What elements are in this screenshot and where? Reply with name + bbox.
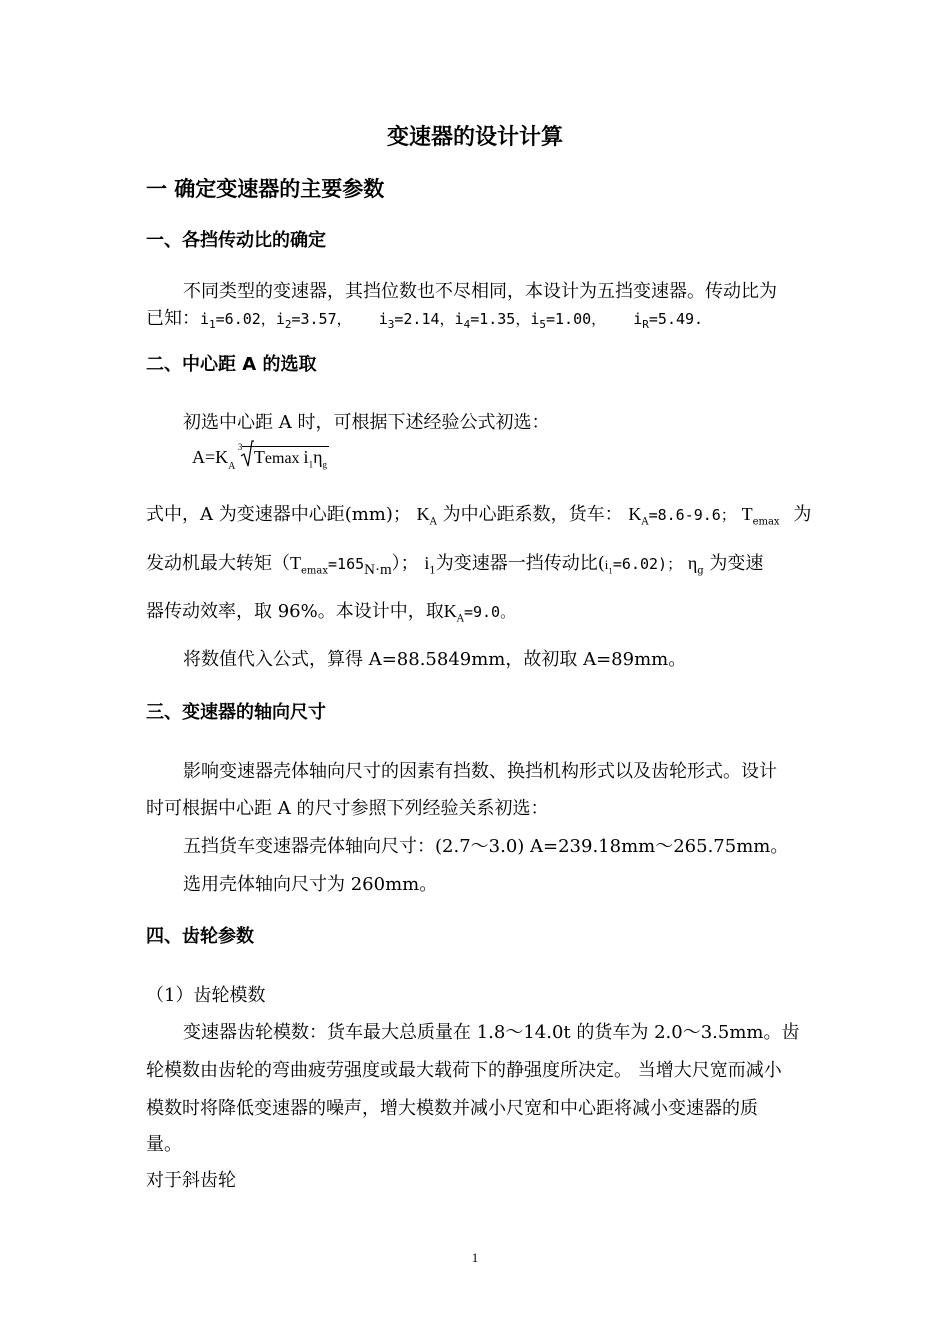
- ratio-i3-value: =2.14，: [394, 310, 455, 328]
- gear-module-subheading: （1）齿轮模数: [146, 985, 266, 1006]
- formula-T: T: [253, 447, 265, 467]
- expl2-ratio: =6.02)；: [612, 555, 683, 573]
- gear-module-line-2: 轮模数由齿轮的弯曲疲劳强度或最大载荷下的静强度所决定。 当增大尺宽而减小: [146, 1060, 782, 1081]
- expl1-T: T: [741, 504, 753, 524]
- expl1-K2-sub: A: [641, 516, 649, 528]
- axial-size-formula-line: 五挡货车变速器壳体轴向尺寸：(2.7～3.0) A=239.18mm～265.75mm。: [183, 836, 789, 857]
- expl1-c: 为中心距系数，货车：: [442, 504, 623, 525]
- center-distance-result: 将数值代入公式，算得 A=88.5849mm，故初取 A=89mm。: [183, 649, 687, 670]
- expl2-e: ）；: [391, 553, 419, 574]
- center-distance-intro: 初选中心距 A 时，可根据下述经验公式初选：: [183, 412, 550, 433]
- known-ratios-line: [146, 304, 703, 331]
- section-heading-center-distance: 二、中心距 A 的选取: [146, 354, 317, 375]
- expl2-a: 发动机最大转矩（: [146, 553, 290, 574]
- formula-lhs-sub: A: [228, 461, 236, 472]
- formula-explanation-line-1: [146, 500, 811, 528]
- formula-eta: η: [313, 447, 323, 467]
- expl3-K: K: [443, 601, 457, 621]
- ratio-i1-sub: 1: [209, 318, 216, 331]
- expl3-a: 器传动效率，取 96%。本设计中，取: [146, 601, 444, 622]
- ratio-iR-value: =5.49.: [648, 310, 704, 328]
- expl2-eta-sub: g: [697, 565, 704, 577]
- ratio-i2-sub: 2: [284, 318, 292, 331]
- expl1-K-sub: A: [429, 516, 437, 528]
- section-heading-gear-ratios: 一、各挡传动比的确定: [146, 230, 326, 251]
- expl2-unit: N·m: [364, 562, 392, 578]
- chapter-heading: 一 确定变速器的主要参数: [146, 177, 385, 201]
- ratio-i4-sub: 4: [463, 318, 471, 331]
- expl2-g: 为变速器一挡传动比(: [435, 553, 605, 574]
- gear-module-line-1: 变速器齿轮模数：货车最大总质量在 1.8～14.0t 的货车为 2.0～3.5mm。齿: [183, 1022, 800, 1043]
- formula-T-sub: emax: [264, 450, 300, 467]
- paragraph-gear-ratios: 不同类型的变速器，其挡位数也不尽相同，本设计为五挡变速器。传动比为: [183, 281, 777, 302]
- ratio-i5: i: [530, 310, 540, 328]
- expl2-c: =165: [328, 555, 365, 573]
- ratio-iR-sub: R: [642, 318, 649, 331]
- gear-module-line-4: 量。: [146, 1134, 182, 1155]
- expl1-K: K: [416, 504, 430, 524]
- cube-root: [237, 442, 329, 470]
- radical-sign-icon: [237, 440, 254, 468]
- ratio-i4: i: [454, 310, 464, 328]
- ratio-i2-value: =3.57，: [291, 310, 352, 328]
- expl1-g: 为: [793, 504, 812, 525]
- document-title: 变速器的设计计算: [386, 125, 563, 150]
- axial-size-choice: 选用壳体轴向尺寸为 260mm。: [183, 874, 438, 895]
- expl1-K2: K: [628, 504, 642, 524]
- formula-i-sub: 1: [308, 459, 314, 470]
- expl2-i-sub: 1: [429, 565, 436, 577]
- axial-size-paragraph-line-1: 影响变速器壳体轴向尺寸的因素有挡数、换挡机构形式以及齿轮形式。设计: [183, 761, 777, 782]
- ratio-i3-sub: 3: [387, 318, 395, 331]
- ratio-i1: i: [200, 310, 210, 328]
- expl1-a: 式中，A 为变速器中心距(mm)；: [146, 504, 411, 525]
- expl2-T-sub: emax: [301, 565, 329, 577]
- ratio-i5-sub: 5: [539, 318, 546, 331]
- helical-gear-line: 对于斜齿轮: [146, 1170, 236, 1191]
- root-index: 3: [237, 442, 243, 452]
- expl2-eta: η: [687, 553, 698, 573]
- expl1-T-sub: emax: [752, 516, 780, 528]
- known-label: 已知：: [146, 308, 200, 329]
- expl3-K-sub: A: [456, 613, 464, 625]
- ratio-i1-value: =6.02，: [215, 310, 276, 328]
- ratio-i5-value: =1.00，: [546, 310, 607, 328]
- center-distance-formula: [192, 442, 329, 472]
- ratio-i3: i: [378, 310, 388, 328]
- formula-i: i: [303, 447, 309, 467]
- expl2-i: i: [424, 553, 430, 573]
- ratio-iR: i: [633, 310, 643, 328]
- expl1-range: =8.6-9.6；: [648, 506, 736, 524]
- expl2-k: 为变速: [709, 553, 764, 574]
- formula-explanation-line-2: [146, 549, 763, 579]
- expl2-i2-sub: 1: [608, 567, 613, 576]
- formula-explanation-line-3: [146, 597, 515, 625]
- ratio-i4-value: =1.35，: [470, 310, 531, 328]
- section-heading-gear-params: 四、齿轮参数: [146, 926, 254, 947]
- expl2-i2: i: [604, 557, 609, 572]
- expl3-c: =9.0。: [463, 603, 516, 621]
- ratio-i2: i: [275, 310, 285, 328]
- formula-eta-sub: g: [322, 459, 327, 470]
- expl2-T: T: [290, 553, 301, 573]
- axial-size-paragraph-line-2: 时可根据中心距 A 的尺寸参照下列经验关系初选：: [146, 798, 549, 819]
- gear-module-line-3: 模数时将降低变速器的噪声，增大模数并减小尺宽和中心距将减小变速器的质: [146, 1098, 758, 1119]
- page-number: 1: [471, 1250, 479, 1265]
- section-heading-axial-size: 三、变速器的轴向尺寸: [146, 702, 326, 723]
- formula-lhs: A=K: [192, 447, 229, 467]
